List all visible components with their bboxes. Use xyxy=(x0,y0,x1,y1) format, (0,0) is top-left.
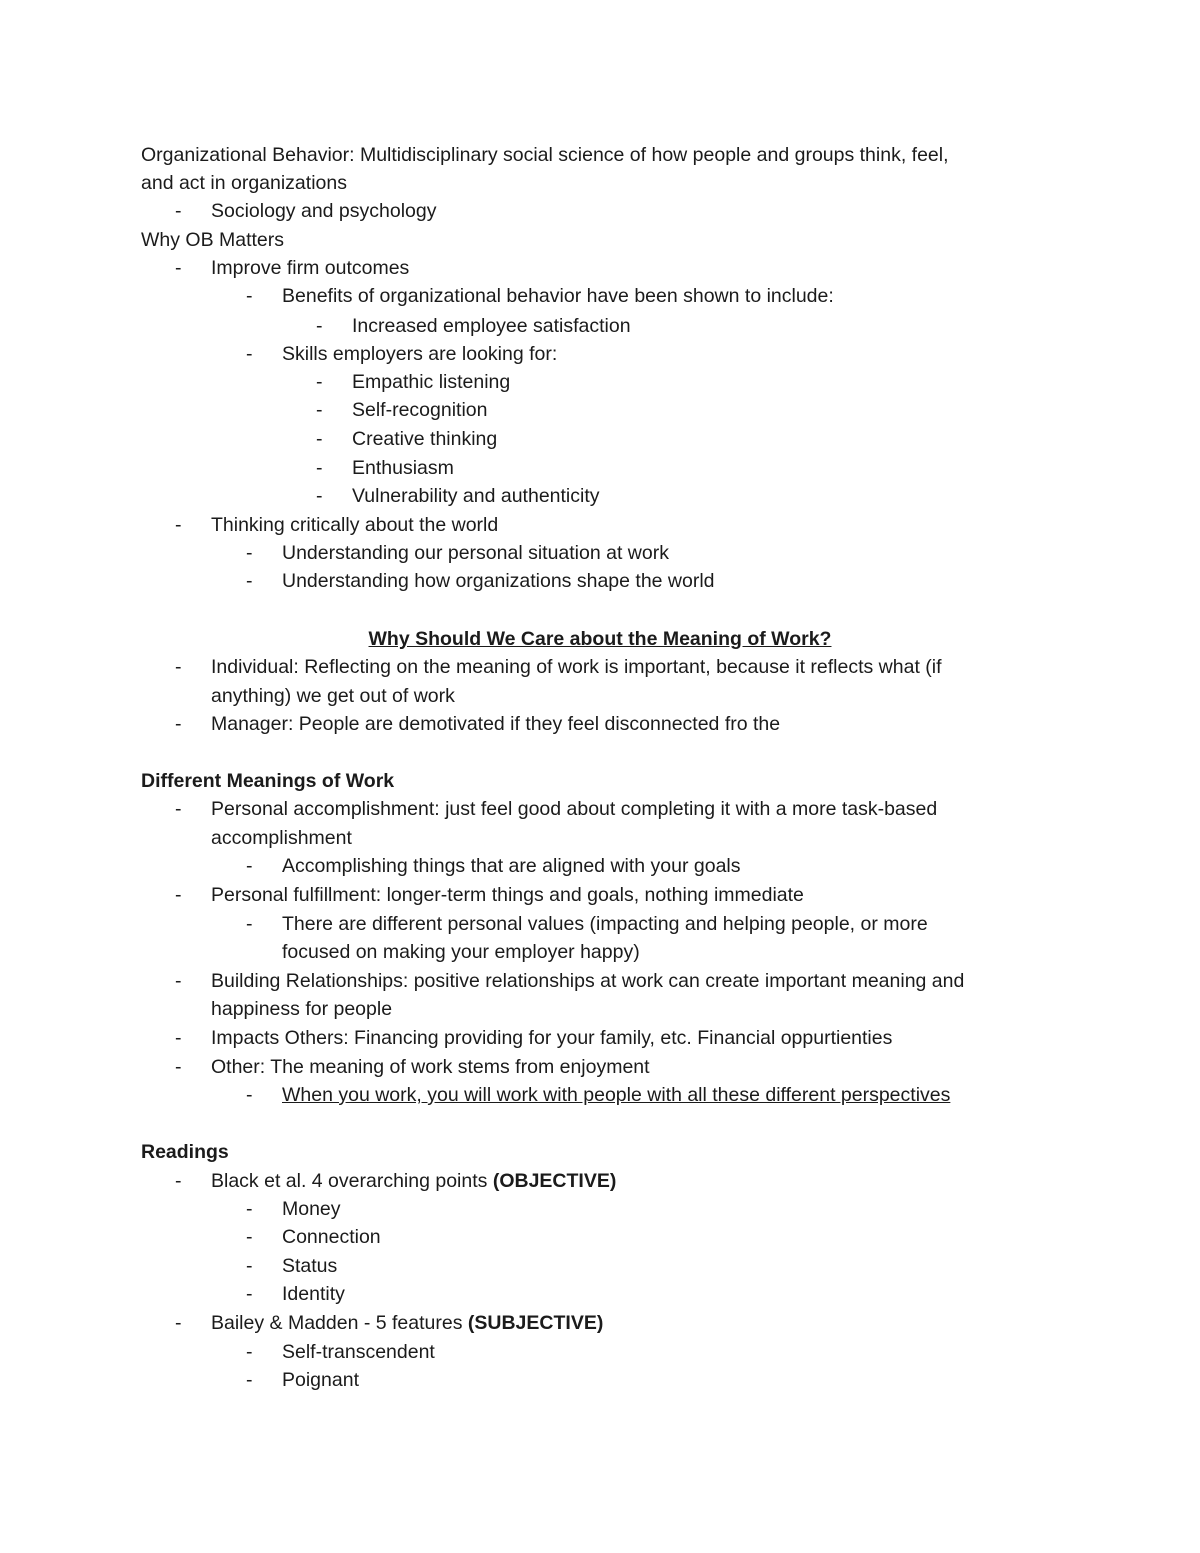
bullet-dash: - xyxy=(175,656,182,678)
list-item: Identity xyxy=(282,1283,345,1305)
list-item: Benefits of organizational behavior have been shown to include: xyxy=(282,285,834,307)
bullet-dash: - xyxy=(175,970,182,992)
list-item-continuation: focused on making your employer happy) xyxy=(282,941,640,963)
list-item: Personal accomplishment: just feel good about completing it with a more task-based xyxy=(211,798,938,820)
list-item: Individual: Reflecting on the meaning of work is important, because it reflects what (if xyxy=(211,656,942,678)
list-item xyxy=(211,1311,603,1335)
bullet-dash: - xyxy=(246,855,253,877)
bullet-dash: - xyxy=(316,399,323,421)
bullet-dash: - xyxy=(246,1341,253,1363)
bullet-dash: - xyxy=(246,1255,253,1277)
section-heading-meanings: Different Meanings of Work xyxy=(141,770,395,792)
bullet-dash: - xyxy=(246,1198,253,1220)
bullet-dash: - xyxy=(246,343,253,365)
list-item-continuation: anything) we get out of work xyxy=(211,685,455,707)
list-item-continuation: accomplishment xyxy=(211,827,352,849)
bullet-dash: - xyxy=(246,1283,253,1305)
skill-item: Empathic listening xyxy=(352,371,511,393)
list-item-text: Bailey & Madden - 5 features xyxy=(211,1312,468,1334)
list-item: Self-transcendent xyxy=(282,1341,435,1363)
bullet-dash: - xyxy=(246,1084,253,1106)
bullet-dash: - xyxy=(175,798,182,820)
bullet-dash: - xyxy=(175,1027,182,1049)
objective-tag: (OBJECTIVE) xyxy=(492,1170,617,1192)
skill-item: Creative thinking xyxy=(352,428,498,450)
list-item: Understanding how organizations shape the world xyxy=(282,570,715,592)
list-item: Status xyxy=(282,1255,338,1277)
bullet-dash: - xyxy=(175,1056,182,1078)
bullet-dash: - xyxy=(175,200,182,222)
list-item: Building Relationships: positive relationships at work can create important meaning and xyxy=(211,970,965,992)
list-item xyxy=(211,1169,616,1193)
list-item: Skills employers are looking for: xyxy=(282,343,558,365)
list-item: Connection xyxy=(282,1226,381,1248)
section-heading-readings: Readings xyxy=(141,1141,229,1163)
bullet-dash: - xyxy=(316,457,323,479)
bullet-dash: - xyxy=(175,884,182,906)
list-item: Poignant xyxy=(282,1369,359,1391)
list-item: Understanding our personal situation at work xyxy=(282,542,669,564)
bullet-dash: - xyxy=(316,371,323,393)
list-item: Impacts Others: Financing providing for your family, etc. Financial oppurtienties xyxy=(211,1027,893,1049)
bullet-dash: - xyxy=(316,428,323,450)
intro-line-1: Organizational Behavior: Multidisciplinary social science of how people and groups think, feel, xyxy=(141,144,949,166)
list-item-continuation: happiness for people xyxy=(211,998,393,1020)
list-item-underlined: When you work, you will work with people with all these different perspectives xyxy=(282,1084,951,1106)
bullet-dash: - xyxy=(316,485,323,507)
skill-item: Enthusiasm xyxy=(352,457,454,479)
skill-item: Self-recognition xyxy=(352,399,488,421)
list-item: Increased employee satisfaction xyxy=(352,315,631,337)
list-item: Other: The meaning of work stems from enjoyment xyxy=(211,1056,650,1078)
bullet-dash: - xyxy=(246,1369,253,1391)
list-item: Manager: People are demotivated if they feel disconnected fro the xyxy=(211,713,781,735)
bullet-dash: - xyxy=(246,1226,253,1248)
list-item: Improve firm outcomes xyxy=(211,257,410,279)
list-item: There are different personal values (impacting and helping people, or more xyxy=(282,913,928,935)
bullet-dash: - xyxy=(175,1170,182,1192)
section-heading-care: Why Should We Care about the Meaning of Work? xyxy=(368,628,832,650)
bullet-dash: - xyxy=(316,315,323,337)
intro-sub-item: Sociology and psychology xyxy=(211,200,437,222)
bullet-dash: - xyxy=(246,913,253,935)
bullet-dash: - xyxy=(246,285,253,307)
bullet-dash: - xyxy=(175,713,182,735)
list-item-text: Black et al. 4 overarching points xyxy=(211,1170,493,1192)
bullet-dash: - xyxy=(175,1312,182,1334)
list-item: Money xyxy=(282,1198,341,1220)
bullet-dash: - xyxy=(175,514,182,536)
list-item: Personal fulfillment: longer-term things and goals, nothing immediate xyxy=(211,884,804,906)
list-item: Thinking critically about the world xyxy=(211,514,499,536)
bullet-dash: - xyxy=(246,570,253,592)
bullet-dash: - xyxy=(246,542,253,564)
skill-item: Vulnerability and authenticity xyxy=(352,485,600,507)
intro-line-2: and act in organizations xyxy=(141,172,347,194)
list-item: Accomplishing things that are aligned with your goals xyxy=(282,855,741,877)
bullet-dash: - xyxy=(175,257,182,279)
why-ob-heading: Why OB Matters xyxy=(141,229,285,251)
subjective-tag: (SUBJECTIVE) xyxy=(467,1312,604,1334)
